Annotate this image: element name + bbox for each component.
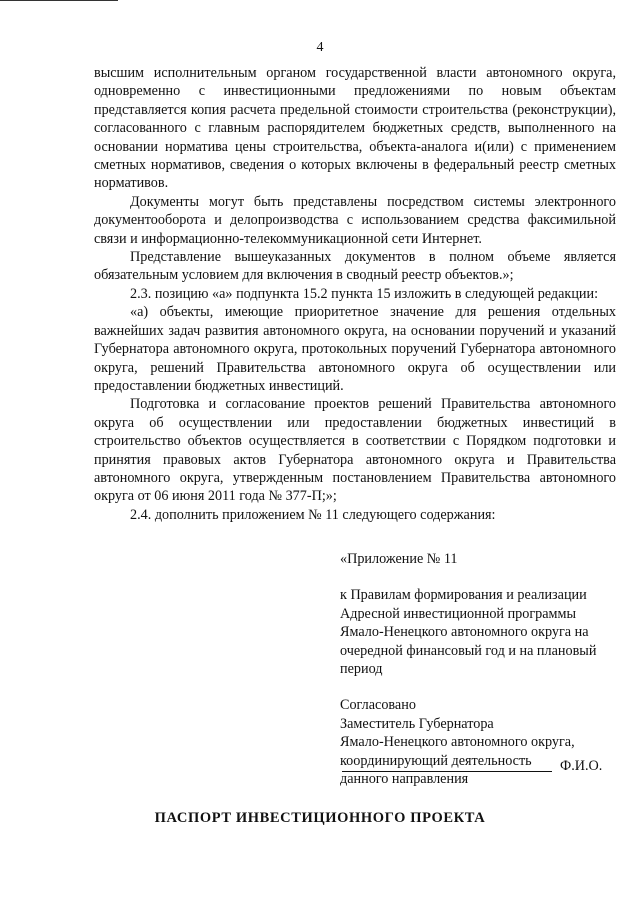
appendix-block: [340, 550, 620, 788]
top-rule: [0, 0, 118, 1]
appendix-rules-line: очередной финансовый год и на плановый: [340, 642, 597, 659]
paragraph: «а) объекты, имеющие приоритетное значение для решения отдельных важнейших задач развития автономного округа, на основании поручений и указаний Губернатора автономного округа, протокольных поручений Губернатора автономного округа, решений Правительства автономного округа об осуществлении или предоставлении бюджетных инвестиций.: [94, 304, 616, 394]
signature-name: Ф.И.О.: [560, 758, 603, 774]
paragraph: Представление вышеуказанных документов в полном объеме является обязательным условием для включения в сводный реестр объектов.»;: [94, 249, 616, 284]
approval-line: Заместитель Губернатора: [340, 715, 494, 732]
approval-line: Ямало-Ненецкого автономного округа,: [340, 734, 575, 751]
approval-line: Согласовано: [340, 697, 416, 714]
paragraph: 2.3. позицию «а» подпункта 15.2 пункта 15 изложить в следующей редакции:: [130, 285, 599, 302]
paragraph: Документы могут быть представлены посредством системы электронного документооборота и делопроизводства с использованием средства факсимильной связи и информационно-телекоммуникационной сети Интернет.: [94, 193, 616, 247]
signature-line: [342, 770, 552, 772]
appendix-label: «Приложение № 11: [340, 551, 458, 567]
approval-line: данного направления: [340, 771, 469, 788]
appendix-rules-line: Адресной инвестиционной программы: [340, 605, 577, 622]
appendix-rules-line: к Правилам формирования и реализации: [340, 587, 587, 604]
paragraph: 2.4. дополнить приложением № 11 следующего содержания:: [130, 506, 496, 523]
appendix-rules-line: Ямало-Ненецкого автономного округа на: [340, 624, 589, 641]
paragraph: Подготовка и согласование проектов решений Правительства автономного округа об осуществлении или предоставлении бюджетных инвестиций в строительство объектов осуществляется в соответствии с Порядком подготовки и принятия правовых актов Губернатора автономного округа и Правительства автономного округа, утвержденным постановлением Правительства автономного округа от 06 июня 2011 года № 377-П;»;: [94, 396, 616, 505]
appendix-rules-line: период: [340, 661, 383, 678]
document-title: ПАСПОРТ ИНВЕСТИЦИОННОГО ПРОЕКТА: [154, 810, 486, 826]
document-body: [94, 64, 616, 524]
approval-line: координирующий деятельность: [340, 752, 532, 769]
paragraph: высшим исполнительным органом государственной власти автономного округа, одновременно с инвестиционными предложениями по новым объектам представляется копия расчета предельной стоимости строительства (реконструкции), согласованного с главным распорядителем бюджетных средств, выполненного на основании норматива цены строительства, объекта-аналога и(или) с применением сметных нормативов, сведения о которых включены в федеральный реестр сметных нормативов.: [94, 65, 616, 192]
page-number: 4: [316, 40, 324, 55]
